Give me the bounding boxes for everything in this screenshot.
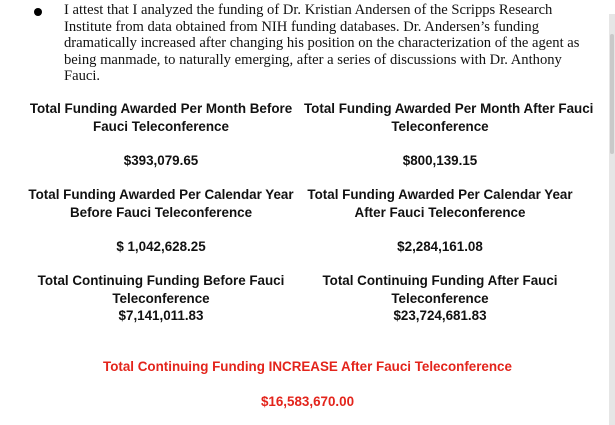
per-year-after-label-line1: Total Funding Awarded Per Calendar Year [307, 187, 573, 202]
attestation-text: I attest that I analyzed the funding of Dr. Kristian Andersen of the Scripps Research Institute from data obtained from NIH funding databases. Dr. Andersen’s funding dramatically increased after changing his position on the characterization of the agent as being manmade, to naturally emerging, after a series of discussions with Dr. Anthony Fauci. [64, 2, 580, 84]
per-year-before-label-line1: Total Funding Awarded Per Calendar Year [28, 187, 294, 202]
continuing-before-label-line1: Total Continuing Funding Before Fauci [37, 273, 285, 288]
continuing-before-label-line2: Teleconference [112, 290, 210, 306]
continuing-after-label-line1: Total Continuing Funding After Fauci [322, 273, 558, 288]
per-month-after-label-line1: Total Funding Awarded Per Month After Fauci [304, 101, 594, 116]
per-month-after-label-line2: Teleconference [391, 118, 489, 134]
per-year-before-label [26, 186, 296, 221]
continuing-before-value: $7,141,011.83 [118, 308, 204, 323]
per-year-before-value: $ 1,042,628.25 [116, 239, 206, 254]
continuing-after-block [304, 272, 576, 325]
per-month-after-label [304, 100, 594, 135]
per-month-before-value: $393,079.65 [123, 153, 199, 168]
scrollbar-thumb[interactable] [610, 34, 614, 154]
per-month-after-value: $800,139.15 [402, 153, 478, 168]
per-year-before-label-line2: Before Fauci Teleconference [69, 204, 253, 220]
per-year-after-label-line2: After Fauci Teleconference [354, 204, 526, 220]
per-month-before-label-line1: Total Funding Awarded Per Month Before [29, 101, 293, 116]
continuing-after-label-line2: Teleconference [391, 290, 489, 306]
continuing-after-value: $23,724,681.83 [393, 308, 487, 323]
per-year-after-value: $2,284,161.08 [397, 239, 483, 254]
per-month-before-label [26, 100, 296, 135]
per-month-before-label-line2: Fauci Teleconference [93, 118, 229, 134]
bullet-icon [34, 8, 42, 16]
per-year-after-label [304, 186, 576, 221]
increase-value: $16,583,670.00 [260, 394, 355, 409]
scrollbar-track[interactable] [609, 14, 615, 425]
attestation-bullet [34, 2, 594, 85]
continuing-before-block [26, 272, 296, 325]
increase-label: Total Continuing Funding INCREASE After Fauci Teleconference [103, 359, 512, 374]
